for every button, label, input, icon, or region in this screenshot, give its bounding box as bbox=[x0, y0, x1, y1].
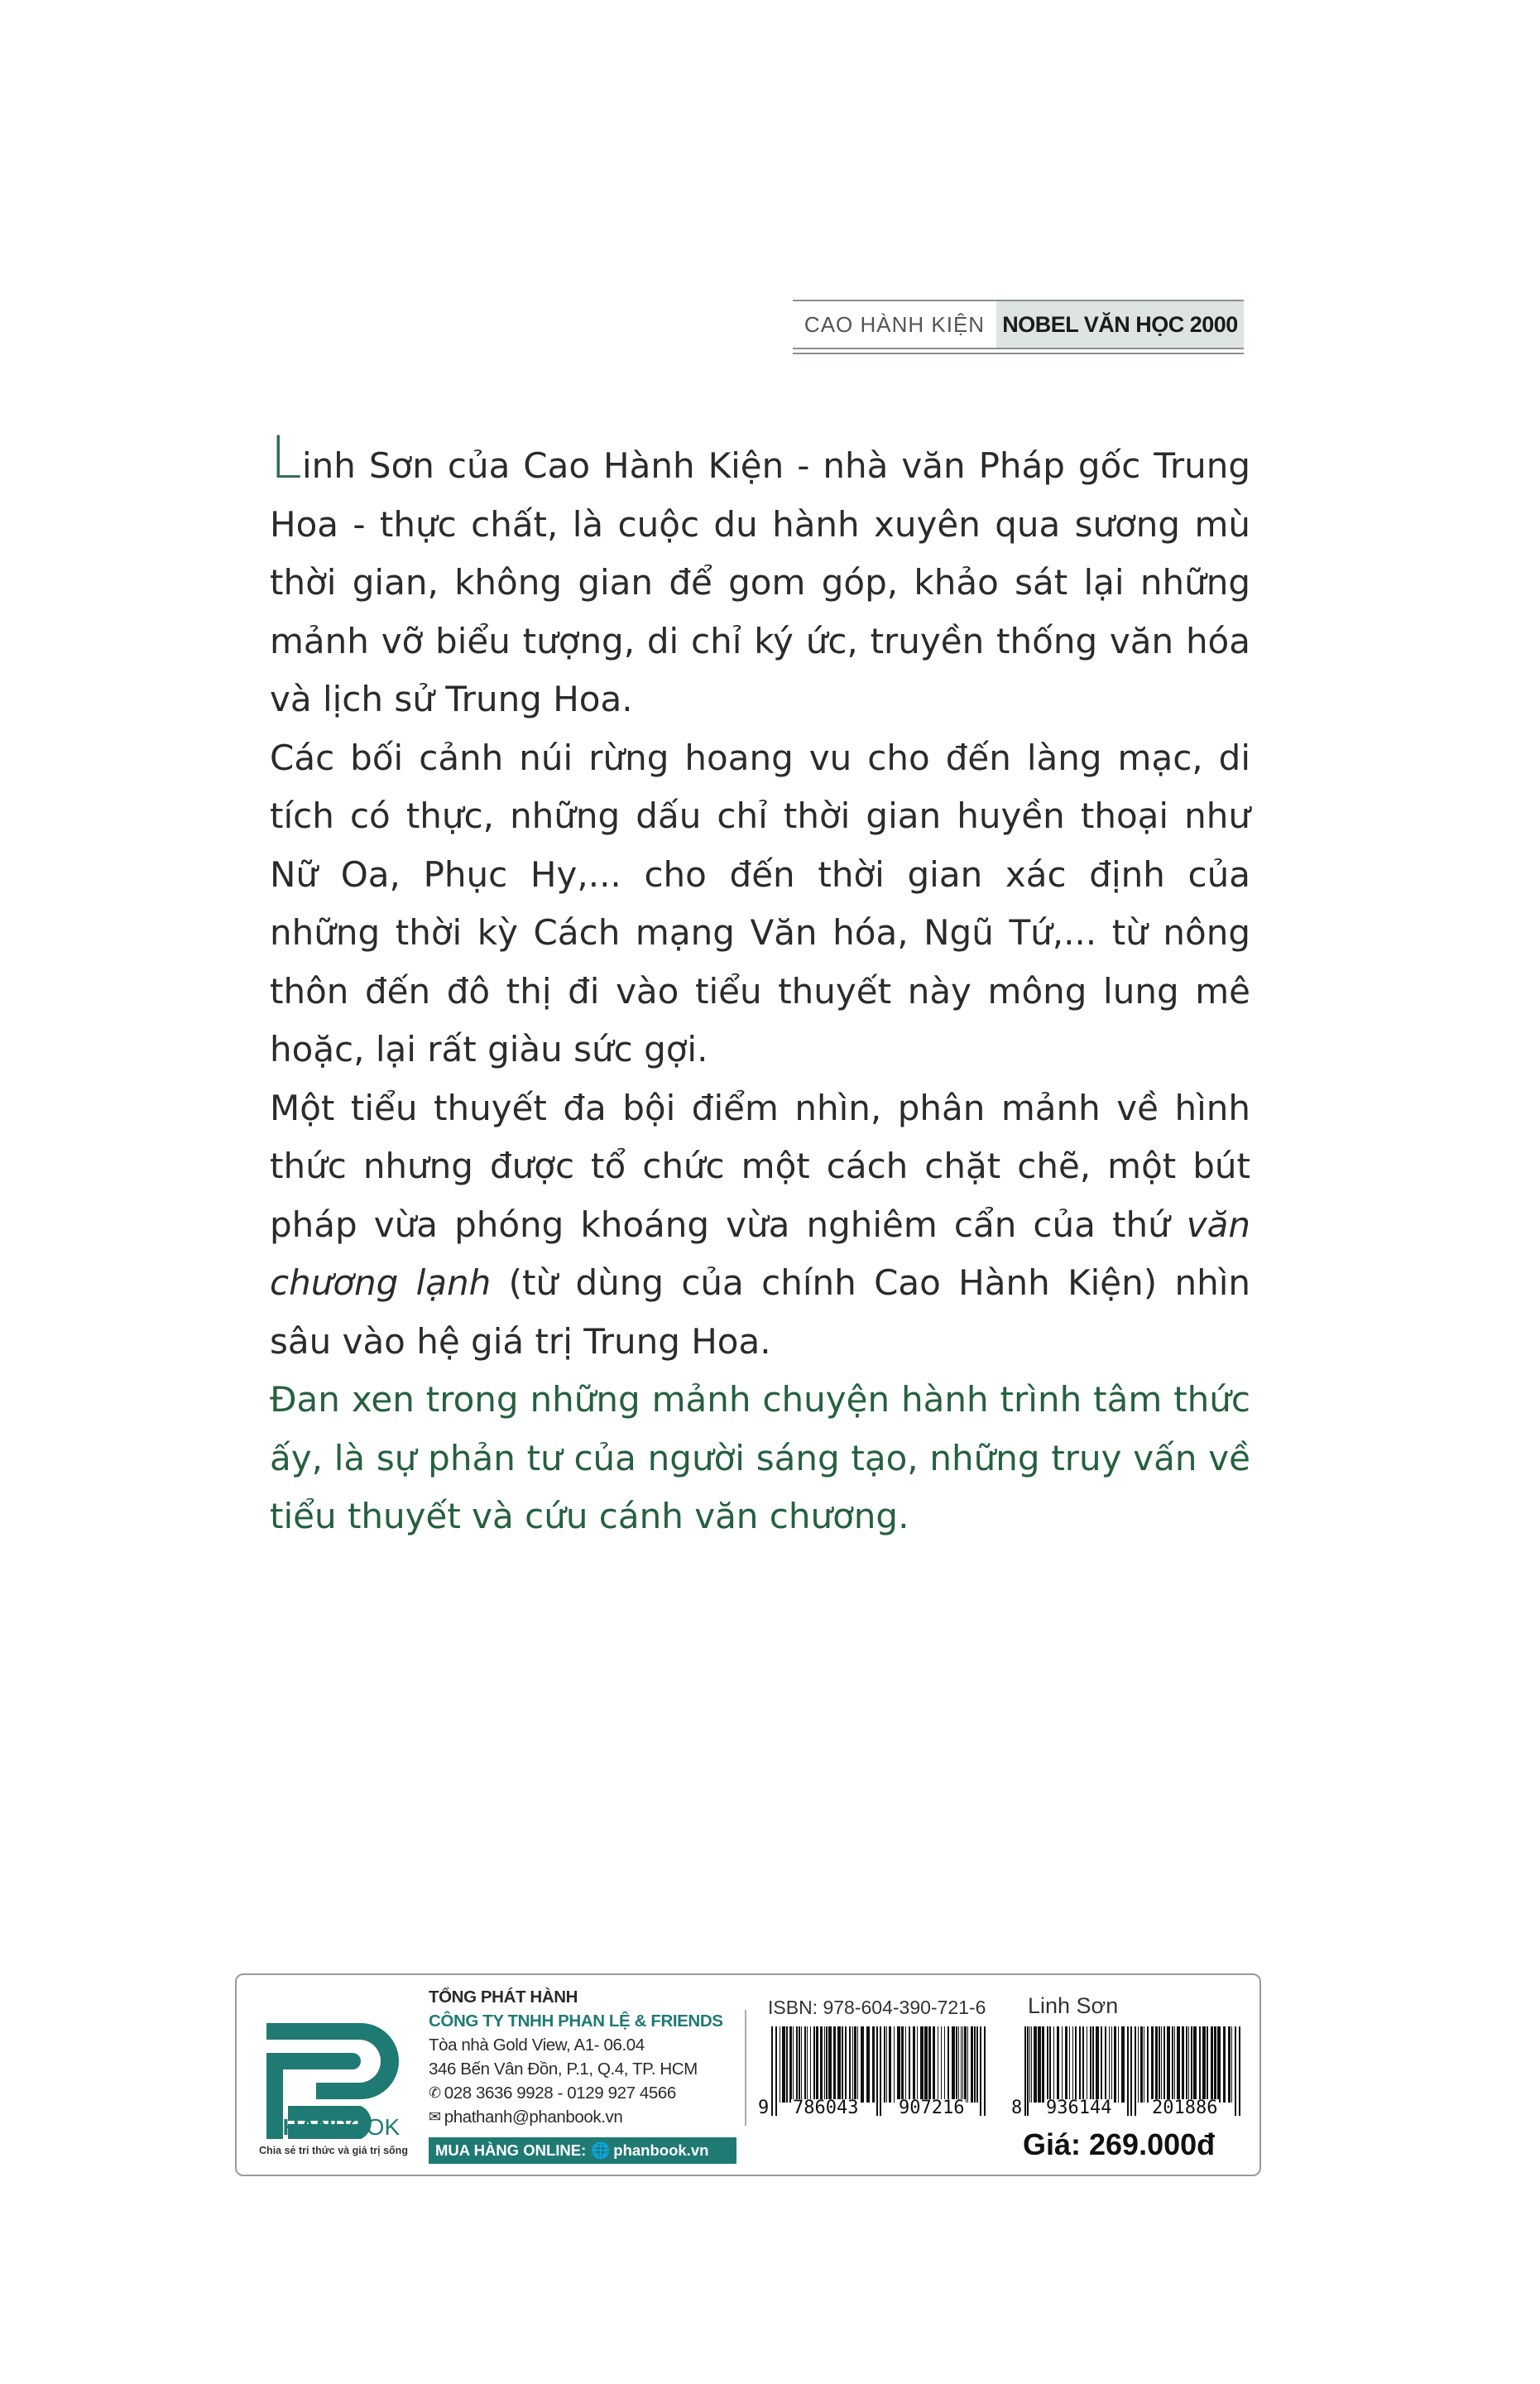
barcode-bar bbox=[1096, 2026, 1099, 2103]
buy-online-label: MUA HÀNG ONLINE: bbox=[435, 2141, 587, 2159]
barcode-bar bbox=[1186, 2026, 1187, 2103]
barcode-bar bbox=[1135, 2026, 1136, 2116]
barcode-bar bbox=[1047, 2026, 1048, 2103]
barcode-bar bbox=[894, 2026, 895, 2103]
barcode-bar bbox=[866, 2026, 870, 2103]
barcode-bar bbox=[1191, 2026, 1192, 2103]
book-title-small: Linh Sơn bbox=[1028, 1993, 1119, 2018]
barcode-bar bbox=[1239, 2026, 1240, 2116]
barcode-bar bbox=[909, 2026, 910, 2103]
brand-thin: BOOK bbox=[333, 2114, 401, 2140]
price-label: Giá: 269.000đ bbox=[1023, 2127, 1216, 2161]
barcode-bar bbox=[941, 2026, 942, 2103]
barcode-bar bbox=[824, 2026, 825, 2103]
barcode-bar bbox=[1065, 2026, 1067, 2103]
barcode-bar bbox=[1235, 2026, 1236, 2116]
barcode-bar bbox=[796, 2026, 798, 2103]
barcode-bar bbox=[944, 2026, 945, 2103]
barcode-bar bbox=[828, 2026, 832, 2103]
barcode1-digit-1: 9 bbox=[758, 2098, 770, 2118]
logo-tagline: Chia sẻ tri thức và giá trị sống bbox=[259, 2145, 408, 2156]
barcode-bar bbox=[886, 2026, 887, 2103]
buy-online-site[interactable]: phanbook.vn bbox=[613, 2141, 709, 2159]
barcode-bar bbox=[967, 2026, 968, 2103]
publisher-footer bbox=[235, 1973, 1261, 2176]
barcode-bar bbox=[1062, 2026, 1063, 2103]
barcode-bar bbox=[852, 2026, 853, 2103]
paragraph-1-text: inh Sơn của Cao Hành Kiện - nhà văn Pháp gốc Trung Hoa - thực chất, là cuộc du hành xuyên qua sương mù thời gian, không gian để gom góp, khảo sát lại những mảnh vỡ biểu tượng, di chỉ ký ức, truyền thống văn hóa và lịch sử Trung Hoa. bbox=[270, 445, 1250, 719]
barcode-bar bbox=[775, 2026, 777, 2116]
barcode-bar bbox=[1057, 2026, 1059, 2103]
barcode-bar bbox=[974, 2026, 976, 2103]
barcode-bar bbox=[1172, 2026, 1173, 2103]
brand-bold: PHAN bbox=[266, 2114, 333, 2140]
barcode-bar bbox=[1072, 2026, 1073, 2103]
distributor-address-2: 346 Bến Vân Đồn, P.1, Q.4, TP. HCM bbox=[429, 2060, 698, 2079]
barcode-bar bbox=[924, 2026, 928, 2103]
barcode-bar bbox=[913, 2026, 915, 2103]
barcode-bar bbox=[1024, 2026, 1026, 2116]
barcode-bar bbox=[810, 2026, 811, 2103]
barcode-bar bbox=[1177, 2026, 1180, 2103]
barcode-bar bbox=[1034, 2026, 1037, 2103]
barcode-bar bbox=[1127, 2026, 1129, 2116]
barcode-bar bbox=[928, 2026, 931, 2103]
barcode-bar bbox=[1101, 2026, 1102, 2103]
barcode-bar bbox=[956, 2026, 957, 2103]
barcode-bar bbox=[1202, 2026, 1206, 2103]
barcode-bar bbox=[980, 2026, 981, 2116]
barcode-bar bbox=[826, 2026, 828, 2103]
barcode-bar bbox=[1118, 2026, 1119, 2103]
barcode-bar bbox=[1161, 2026, 1162, 2103]
barcode-bar bbox=[1082, 2026, 1084, 2103]
barcode-bar bbox=[958, 2026, 959, 2103]
barcode-bar bbox=[976, 2026, 978, 2103]
distributor-info bbox=[429, 1985, 735, 2129]
barcode-bar bbox=[1174, 2026, 1175, 2103]
barcode-bar bbox=[905, 2026, 906, 2103]
barcode-bar bbox=[1090, 2026, 1091, 2103]
distributor-phone-row bbox=[429, 2081, 735, 2105]
barcode-bar bbox=[920, 2026, 924, 2103]
distributor-phone: 028 3636 9928 - 0129 927 4566 bbox=[444, 2084, 676, 2103]
barcode-bar bbox=[884, 2026, 885, 2103]
drop-cap: L bbox=[270, 424, 302, 492]
distributor-email: phathanh@phanbook.vn bbox=[444, 2108, 623, 2127]
series-header bbox=[793, 300, 1244, 349]
barcode-bar bbox=[952, 2026, 955, 2103]
barcode-bar bbox=[1211, 2026, 1213, 2103]
blurb-paragraph-1 bbox=[270, 424, 1250, 729]
barcode-bar bbox=[816, 2026, 818, 2103]
barcode2-digits-3: 201886 bbox=[1152, 2098, 1218, 2118]
barcode-bar bbox=[917, 2026, 918, 2103]
paragraph-3-emphasis: văn chương lạnh bbox=[270, 1204, 1250, 1303]
barcode-bar bbox=[961, 2026, 962, 2103]
barcode-bar bbox=[1042, 2026, 1044, 2103]
barcode-bar bbox=[1163, 2026, 1165, 2103]
barcode-bar bbox=[837, 2026, 841, 2103]
barcode-bar bbox=[1193, 2026, 1197, 2103]
barcode-bar bbox=[804, 2026, 806, 2103]
barcode-bar bbox=[1109, 2026, 1110, 2103]
distributor-address-1: Tòa nhà Gold View, A1- 06.04 bbox=[429, 2036, 645, 2055]
barcode-bar bbox=[1167, 2026, 1170, 2103]
distributor-email-row bbox=[429, 2105, 735, 2129]
barcode-bar bbox=[1151, 2026, 1154, 2103]
barcode-bar bbox=[897, 2026, 900, 2103]
barcode-bar bbox=[1147, 2026, 1149, 2103]
barcode-bar bbox=[849, 2026, 851, 2103]
barcode-bar bbox=[1217, 2026, 1221, 2103]
barcode-bar bbox=[1130, 2026, 1132, 2116]
barcode-bar bbox=[1069, 2026, 1070, 2103]
barcode-bar bbox=[1231, 2026, 1232, 2103]
barcode-bar bbox=[1029, 2026, 1030, 2103]
barcode-bar bbox=[933, 2026, 935, 2103]
barcode-bar bbox=[789, 2026, 792, 2103]
barcode-bar bbox=[1140, 2026, 1143, 2103]
phone-icon: ✆ bbox=[429, 2084, 441, 2101]
barcode-bar bbox=[889, 2026, 891, 2103]
barcode-bar bbox=[845, 2026, 847, 2103]
barcode-bar bbox=[1105, 2026, 1106, 2103]
barcode-bar bbox=[782, 2026, 785, 2103]
barcode-bar bbox=[948, 2026, 949, 2103]
barcode1-digits-2: 786043 bbox=[793, 2098, 859, 2118]
mail-icon: ✉ bbox=[429, 2108, 441, 2125]
barcode-bar bbox=[861, 2026, 864, 2103]
barcode-bar bbox=[1038, 2026, 1041, 2103]
barcode-bar bbox=[833, 2026, 836, 2103]
barcode-bar bbox=[1214, 2026, 1216, 2103]
barcode-bar bbox=[1111, 2026, 1112, 2103]
barcode-bar bbox=[842, 2026, 843, 2103]
barcode-bar bbox=[1075, 2026, 1077, 2103]
barcode-bar bbox=[1121, 2026, 1125, 2103]
prize-label: NOBEL VĂN HỌC 2000 bbox=[996, 301, 1244, 348]
barcode2-digit-1: 8 bbox=[1011, 2098, 1023, 2118]
buy-online-bar[interactable] bbox=[429, 2137, 736, 2164]
globe-icon: 🌐 bbox=[591, 2141, 611, 2159]
barcode-bar bbox=[984, 2026, 986, 2116]
barcode-bar bbox=[1114, 2026, 1116, 2103]
barcode-bar bbox=[1092, 2026, 1094, 2103]
barcode-bar bbox=[962, 2026, 963, 2103]
barcode-bar bbox=[901, 2026, 904, 2103]
barcode-bar bbox=[880, 2026, 881, 2116]
paragraph-3-text-b: (từ dùng của chính Cao Hành Kiện) nhìn sâu vào hệ giá trị Trung Hoa. bbox=[270, 1262, 1250, 1362]
logo-brand bbox=[255, 2114, 412, 2141]
back-cover-blurb bbox=[270, 424, 1250, 1546]
barcode-bar bbox=[793, 2026, 794, 2103]
blurb-paragraph-2: Các bối cảnh núi rừng hoang vu cho đến làng mạc, di tích có thực, những dấu chỉ thời gian huyền thoại như Nữ Oa, Phục Hy,... cho đến thời gian xác định của những thời kỳ Cách mạng Văn hóa, Ngũ Tứ,... từ nông thôn đến đô thị đi vào tiểu thuyết này mông lung mê hoặc, lại rất giàu sức gợi. bbox=[270, 737, 1250, 1069]
barcode-bar bbox=[1223, 2026, 1226, 2103]
barcode-bar bbox=[786, 2026, 788, 2103]
barcode-bar bbox=[820, 2026, 823, 2103]
barcode-bar bbox=[857, 2026, 858, 2103]
barcode-bar bbox=[801, 2026, 802, 2103]
barcode-bar bbox=[807, 2026, 808, 2103]
barcode-bar bbox=[1155, 2026, 1158, 2103]
barcode2-digits-2: 936144 bbox=[1046, 2098, 1112, 2118]
barcode-bar bbox=[1182, 2026, 1184, 2103]
barcode-bar bbox=[771, 2026, 773, 2116]
blurb-paragraph-4: Đan xen trong những mảnh chuyện hành trình tâm thức ấy, là sự phản tư của người sáng tạo, những truy vấn về tiểu thuyết và cứu cánh văn chương. bbox=[270, 1379, 1250, 1536]
distributor-company: CÔNG TY TNHH PHAN LỆ & FRIENDS bbox=[429, 2011, 723, 2031]
barcode-bar bbox=[876, 2026, 878, 2116]
barcode-bar bbox=[872, 2026, 875, 2103]
isbn-text: ISBN: 978-604-390-721-6 bbox=[768, 1997, 986, 2018]
barcode-bar bbox=[1053, 2026, 1054, 2103]
barcode-bar bbox=[799, 2026, 800, 2103]
barcode1-digits-3: 907216 bbox=[899, 2098, 965, 2118]
footer-divider bbox=[745, 2010, 746, 2126]
barcode-bar bbox=[1228, 2026, 1231, 2103]
author-name: CAO HÀNH KIỆN bbox=[804, 311, 986, 337]
barcode-bar bbox=[964, 2026, 967, 2103]
barcode-bar bbox=[1138, 2026, 1139, 2103]
barcode-bar bbox=[1031, 2026, 1032, 2103]
distributor-label: TỔNG PHÁT HÀNH bbox=[429, 1987, 578, 2007]
barcode-bar bbox=[854, 2026, 856, 2103]
barcode-bar bbox=[1199, 2026, 1201, 2103]
barcode-bar bbox=[1159, 2026, 1160, 2103]
barcode-bar bbox=[971, 2026, 973, 2103]
barcode-bar bbox=[1079, 2026, 1081, 2103]
blurb-paragraph-3 bbox=[270, 1079, 1250, 1372]
barcode-bar bbox=[813, 2026, 815, 2103]
barcode-bar bbox=[1207, 2026, 1208, 2103]
paragraph-3-text-a: Một tiểu thuyết đa bội điểm nhìn, phân mảnh về hình thức nhưng được tổ chức một cách chặt chẽ, một bút pháp vừa phóng khoáng vừa nghiêm cẩn của thứ bbox=[270, 1087, 1250, 1245]
barcode-bar bbox=[1188, 2026, 1189, 2103]
barcode-bar bbox=[1049, 2026, 1051, 2103]
barcode-bar bbox=[1027, 2026, 1029, 2116]
